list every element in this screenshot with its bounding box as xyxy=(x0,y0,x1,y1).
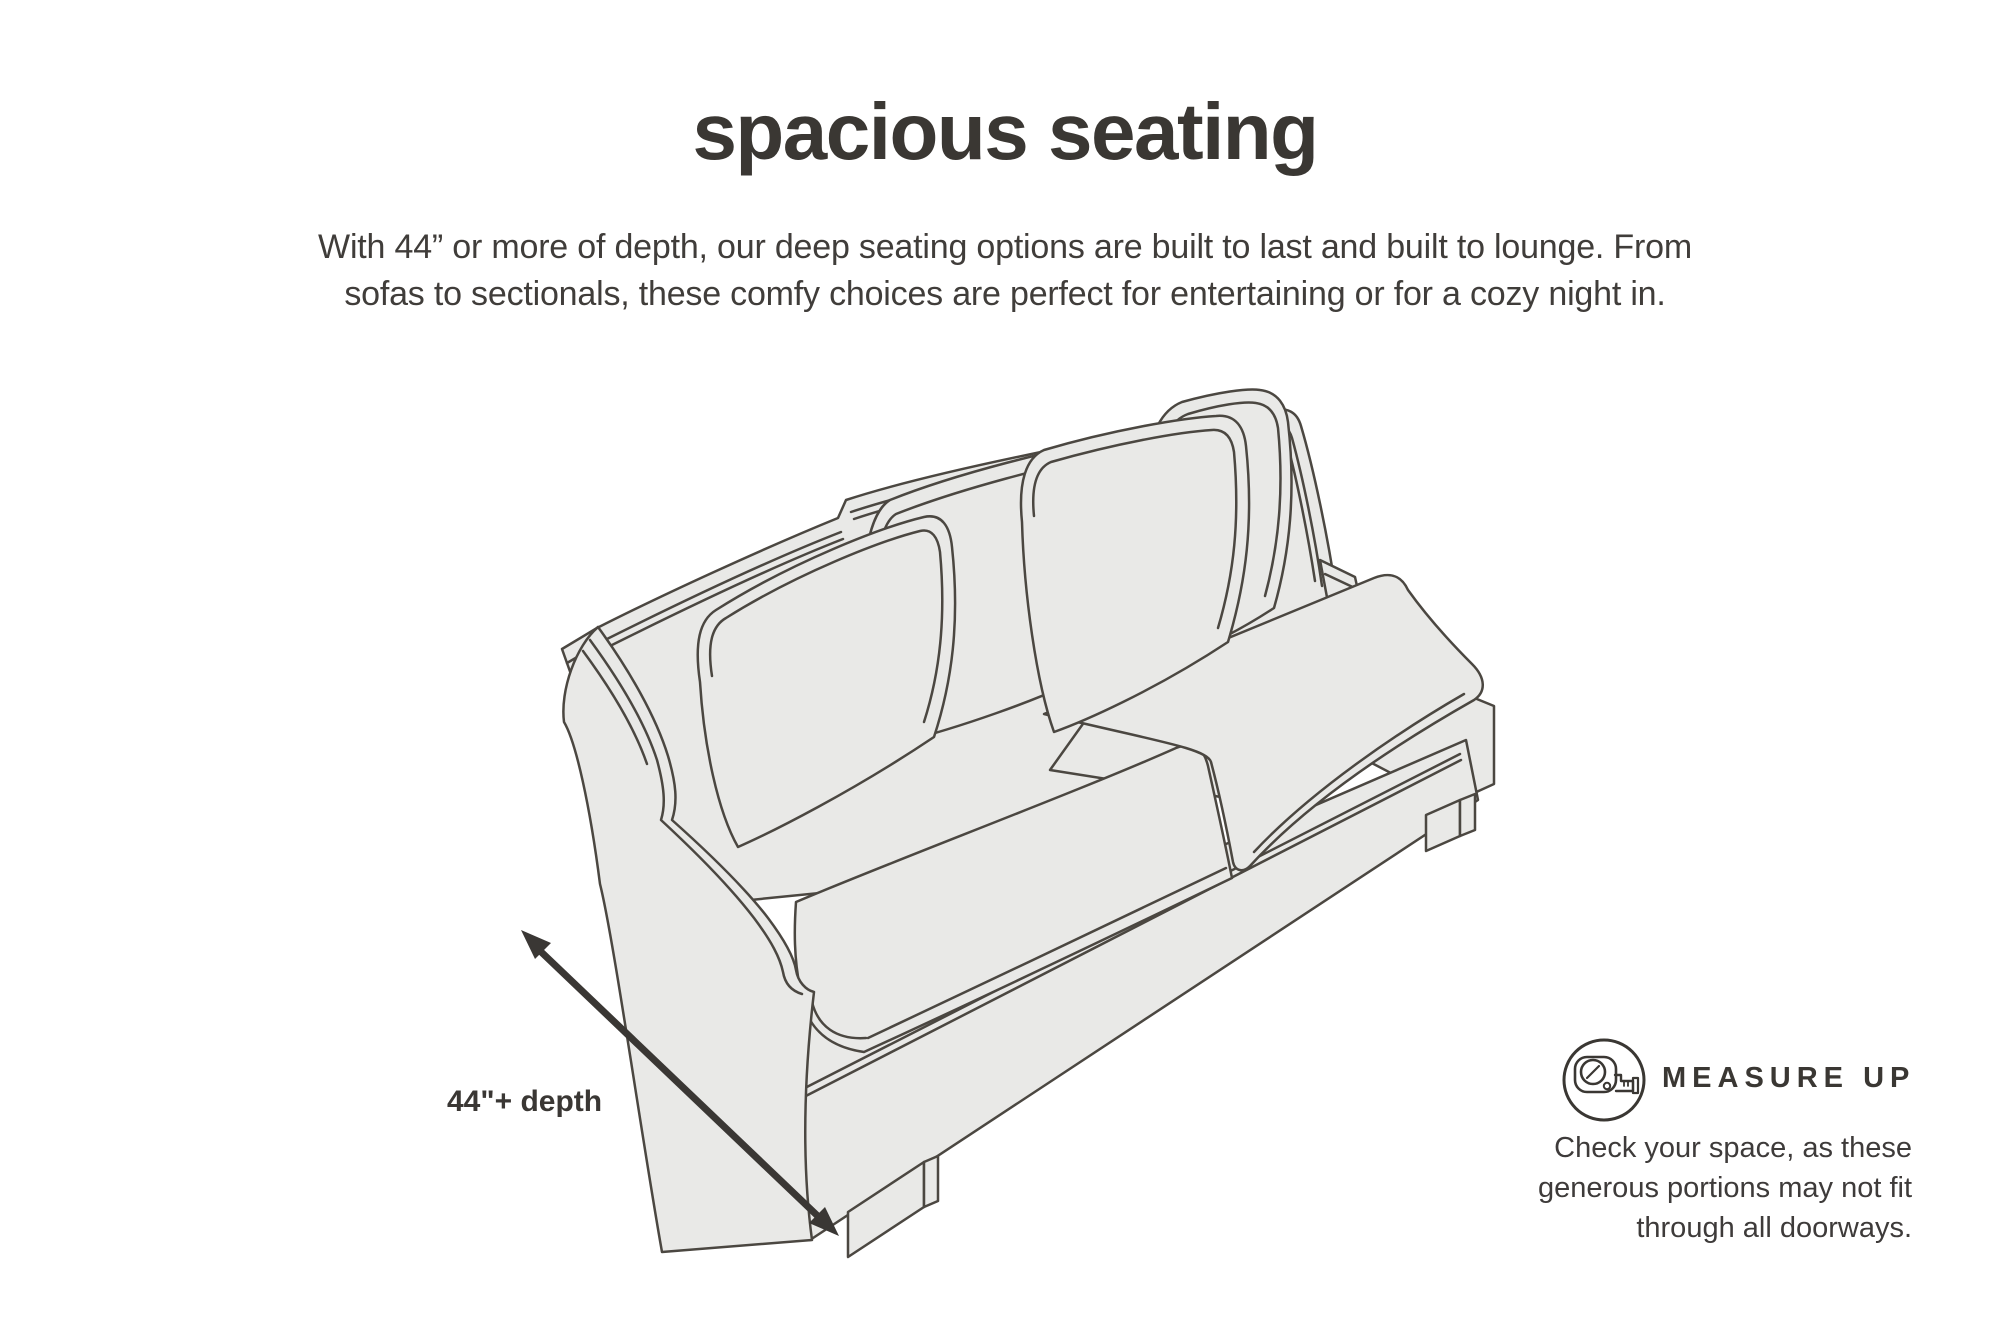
intro-paragraph xyxy=(0,224,2010,318)
measure-up-heading: MEASURE UP xyxy=(1662,1062,1916,1094)
measure-up-line-1: Check your space, as these xyxy=(1554,1132,1912,1164)
page-title: spacious seating xyxy=(692,87,1318,176)
depth-dimension-label: 44"+ depth xyxy=(447,1085,603,1118)
tape-measure-icon xyxy=(1560,1036,1648,1124)
measure-up-line-3: through all doorways. xyxy=(1636,1212,1912,1244)
measure-up-text xyxy=(1490,1128,1912,1248)
measure-up-line-2: generous portions may not fit xyxy=(1538,1172,1912,1204)
intro-line-1: With 44” or more of depth, our deep seating options are built to last and built to lounge. From xyxy=(318,228,1692,266)
intro-line-2: sofas to sectionals, these comfy choices are perfect for entertaining or for a cozy night in. xyxy=(344,275,1666,313)
